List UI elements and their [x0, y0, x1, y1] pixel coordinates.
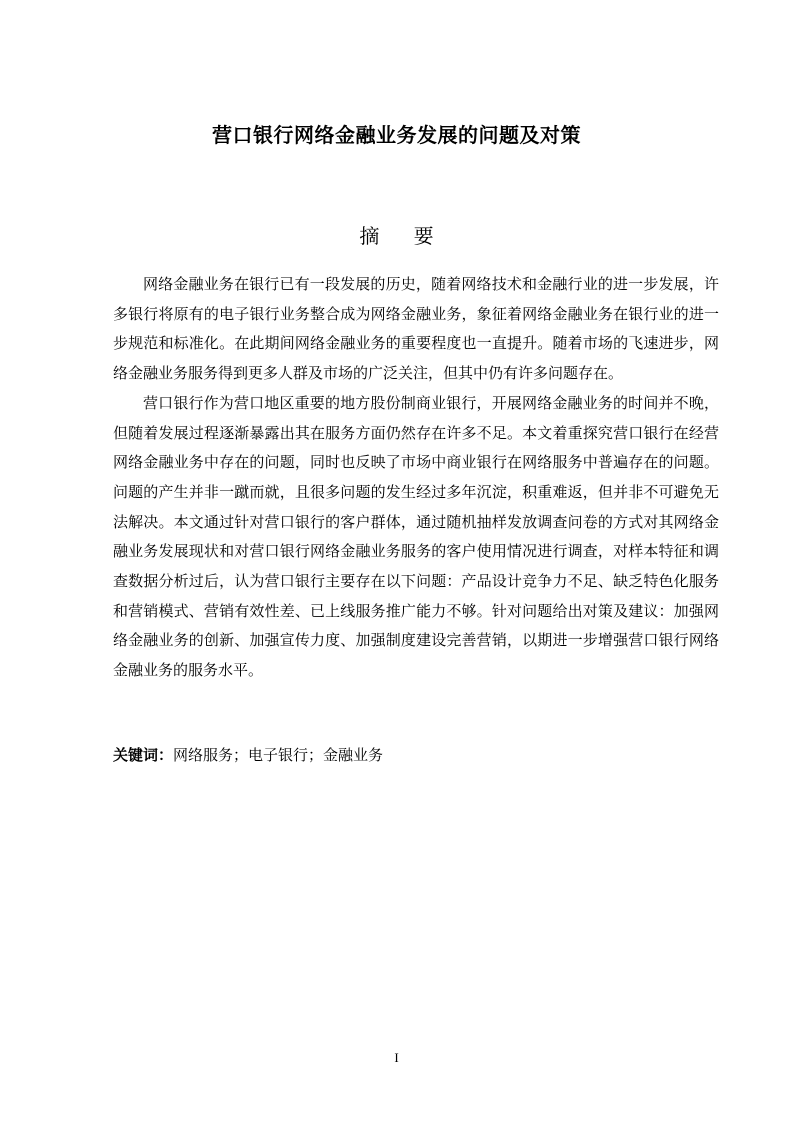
abstract-body	[113, 270, 719, 686]
abstract-heading: 摘 要	[359, 224, 448, 248]
abstract-paragraph-1: 网络金融业务在银行已有一段发展的历史，随着网络技术和金融行业的进一步发展，许多银行将原有的电子银行业务整合成为网络金融业务，象征着网络金融业务在银行业的进一步规范和标准化。在此期间网络金融业务的重要程度也一直提升。随着市场的飞速进步，网络金融业务服务得到更多人群及市场的广泛关注，但其中仍有许多问题存在。	[113, 275, 719, 383]
abstract-paragraph-2: 营口银行作为营口地区重要的地方股份制商业银行，开展网络金融业务的时间并不晚，但随着发展过程逐渐暴露出其在服务方面仍然存在许多不足。本文着重探究营口银行在经营网络金融业务中存在的问题，同时也反映了市场中商业银行在网络服务中普遍存在的问题。问题的产生并非一蹴而就，且很多问题的发生经过多年沉淀，积重难返，但并非不可避免无法解决。本文通过针对营口银行的客户群体，通过随机抽样发放调查问卷的方式对其网络金融业务发展现状和对营口银行网络金融业务服务的客户使用情况进行调查，对样本特征和调查数据分析过后，认为营口银行主要存在以下问题：产品设计竞争力不足、缺乏特色化服务和营销模式、营销有效性差、已上线服务推广能力不够。针对问题给出对策及建议：加强网络金融业务的创新、加强宣传力度、加强制度建设完善营销，以期进一步增强营口银行网络金融业务的服务水平。	[113, 393, 719, 680]
document-title: 营口银行网络金融业务发展的问题及对策	[212, 123, 581, 147]
keywords-line	[113, 740, 719, 770]
page-number: I	[394, 1050, 399, 1065]
keywords-label: 关键词：	[113, 746, 174, 764]
keywords-text: 网络服务；电子银行；金融业务	[173, 746, 384, 764]
